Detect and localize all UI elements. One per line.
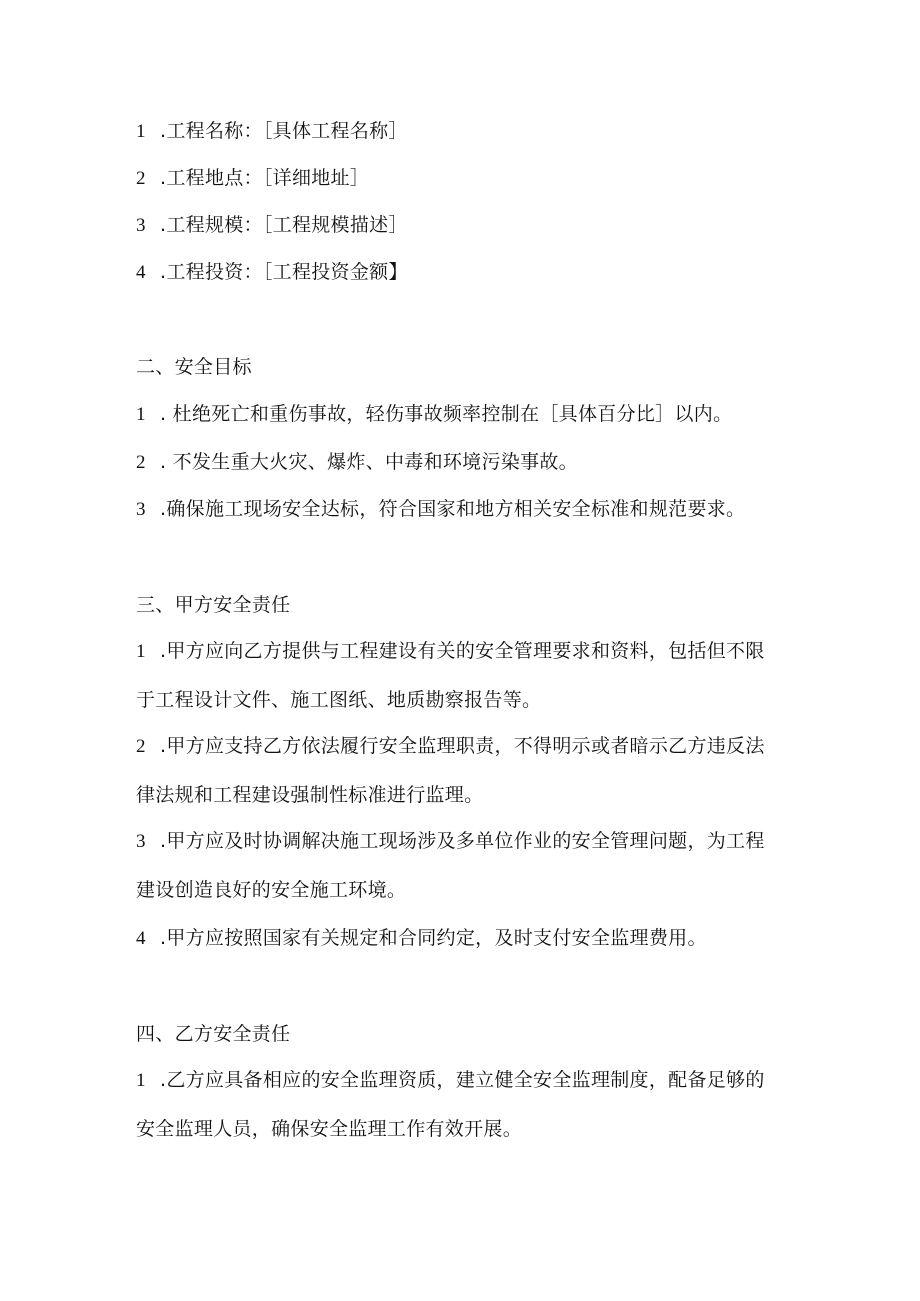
- section-heading-party-a: 三、甲方安全责任: [136, 594, 291, 616]
- item-number: 1: [136, 641, 146, 662]
- item-text: .甲方应支持乙方依法履行安全监理职责，不得明示或者暗示乙方违反法律法规和工程建设强制性标准进行监理。: [136, 735, 765, 806]
- item-number: 2: [136, 736, 146, 757]
- item-text: .甲方应按照国家有关规定和合同约定，及时支付安全监理费用。: [160, 927, 707, 949]
- safety-goal-item: [136, 449, 578, 476]
- item-text: .工程规模：［工程规模描述］: [160, 214, 408, 236]
- safety-goal-item: [136, 496, 745, 523]
- item-text: .甲方应向乙方提供与工程建设有关的安全管理要求和资料，包括但不限于工程设计文件、施工图纸、地质勘察报告等。: [136, 640, 765, 711]
- party-a-item: [136, 925, 707, 952]
- section-heading-safety-goals: 二、安全目标: [136, 356, 252, 378]
- item-number: 4: [136, 262, 146, 283]
- project-info-item: [136, 165, 369, 192]
- item-text: .乙方应具备相应的安全监理资质，建立健全安全监理制度，配备足够的安全监理人员，确保安全监理工作有效开展。: [136, 1069, 765, 1140]
- item-number: 2: [136, 168, 146, 189]
- item-text: . 杜绝死亡和重伤事故，轻伤事故频率控制在［具体百分比］以内。: [160, 403, 733, 425]
- item-text: .确保施工现场安全达标，符合国家和地方相关安全标准和规范要求。: [160, 498, 746, 520]
- item-text: .甲方应及时协调解决施工现场涉及多单位作业的安全管理问题，为工程建设创造良好的安全施工环境。: [136, 830, 765, 901]
- item-text: .工程投资：［工程投资金额】: [160, 261, 408, 283]
- item-text: .工程地点：［详细地址］: [160, 167, 370, 189]
- project-info-item: [136, 212, 408, 239]
- item-number: 3: [136, 215, 146, 236]
- party-b-item: [136, 1056, 776, 1153]
- party-a-item: [136, 722, 776, 819]
- item-number: 1: [136, 1070, 146, 1091]
- item-text: . 不发生重大火灾、爆炸、中毒和环境污染事故。: [160, 451, 578, 473]
- party-a-item: [136, 627, 776, 724]
- section-heading-party-b: 四、乙方安全责任: [136, 1023, 291, 1045]
- item-number: 3: [136, 499, 146, 520]
- item-number: 2: [136, 452, 146, 473]
- item-number: 1: [136, 121, 146, 142]
- item-number: 4: [136, 928, 146, 949]
- safety-goal-item: [136, 401, 732, 428]
- project-info-item: [136, 118, 408, 145]
- item-number: 1: [136, 404, 146, 425]
- item-text: .工程名称：［具体工程名称］: [160, 120, 408, 142]
- party-a-item: [136, 817, 776, 914]
- item-number: 3: [136, 831, 146, 852]
- project-info-item: [136, 259, 408, 286]
